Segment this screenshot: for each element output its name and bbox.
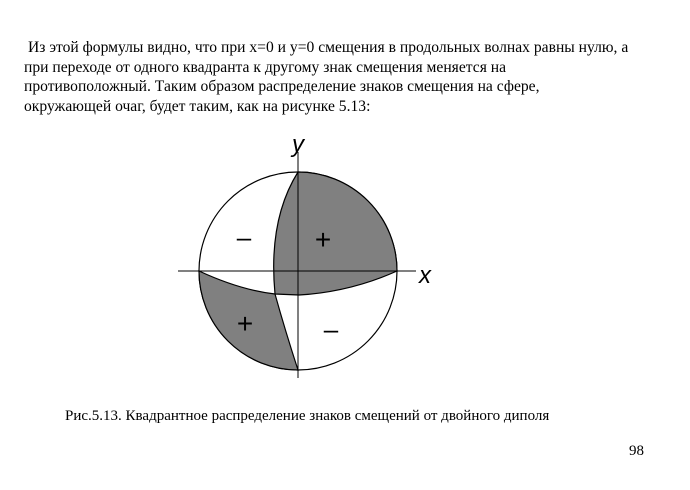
figure-caption: Рис.5.13. Квадрантное распределение знаков смещений от двойного диполя [65, 408, 550, 424]
y-axis-label: y [292, 131, 304, 158]
paragraph-line: Из этой формулы видно, что при x=0 и y=0 смещения в продольных волнах равны нулю, а [28, 39, 629, 56]
page-number: 98 [629, 443, 644, 459]
paragraph-line: окружающей очаг, будет таким, как на рисунке 5.13: [24, 97, 371, 115]
sign-lower-left: + [236, 308, 254, 339]
sign-lower-right: – [323, 314, 339, 344]
sign-upper-right: + [314, 224, 332, 255]
x-axis-label: x [419, 262, 431, 289]
paragraph-line: при переходе от одного квадранта к другому знак смещения меняется на [24, 58, 507, 76]
shaded-region-upper [274, 172, 397, 295]
paragraph-line: противоположный. Таким образом распределение знаков смещения на сфере, [24, 78, 540, 95]
sign-upper-left: – [236, 222, 252, 252]
